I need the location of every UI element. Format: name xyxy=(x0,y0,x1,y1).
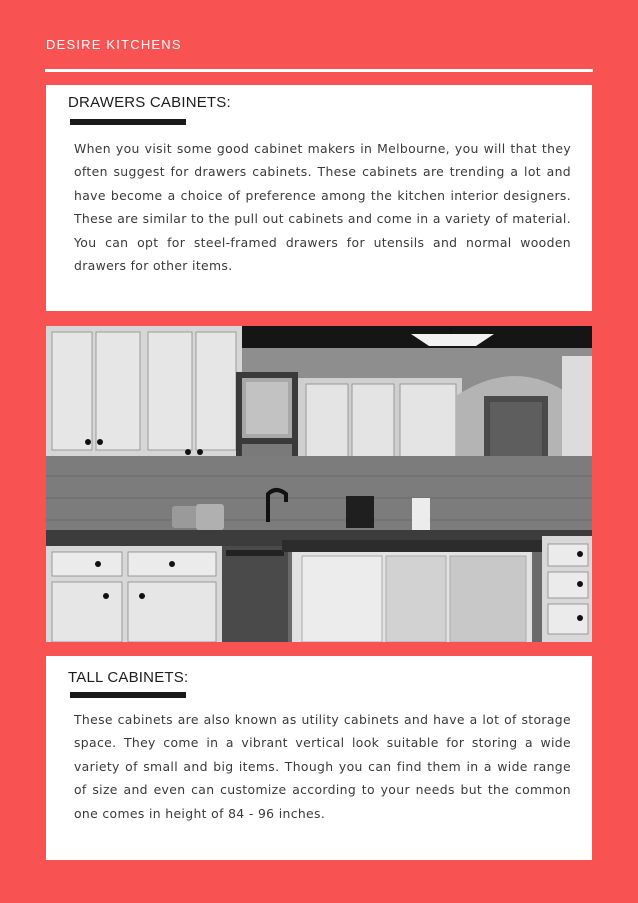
title-underline xyxy=(70,692,186,698)
header-divider xyxy=(45,69,593,72)
section-body-tall: These cabinets are also known as utility cabinets and have a lot of storage space. They come in a vibrant vertical look suitable for storing a wide variety of small and big items. Though you can find them in a wide range of size and even can customize according to your needs but the common one comes in height of 84 - 96 inches. xyxy=(74,712,571,821)
section-title-drawers: DRAWERS CABINETS: xyxy=(68,94,231,111)
kitchen-photo xyxy=(46,326,592,642)
section-title-tall: TALL CABINETS: xyxy=(68,669,189,686)
title-underline xyxy=(70,119,186,125)
drawers-cabinets-card xyxy=(46,85,592,311)
section-body-drawers: When you visit some good cabinet makers in Melbourne, you will that they often suggest for drawers cabinets. These cabinets are trending a lot and have become a choice of preference among the kitchen interior designers. These are similar to the pull out cabinets and come in a variety of material. You can opt for steel-framed drawers for utensils and normal wooden drawers for other items. xyxy=(74,141,571,274)
brand-title: DESIRE KITCHENS xyxy=(46,37,182,52)
tall-cabinets-card xyxy=(46,656,592,860)
